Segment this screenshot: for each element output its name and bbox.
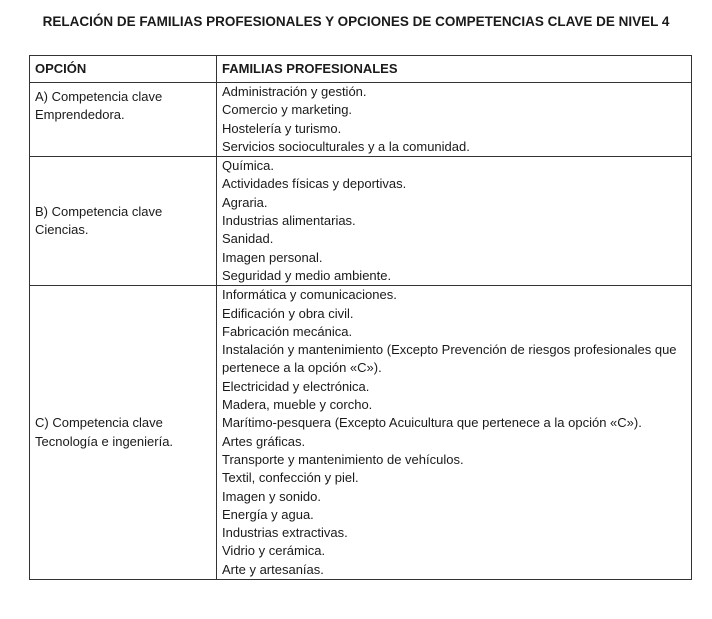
opcion-line: C) Competencia clave — [35, 415, 163, 431]
familia-item: Instalación y mantenimiento (Excepto Prevención de riesgos profesionales que pertenece a la opción «C»). — [222, 342, 677, 376]
familia-item: Agraria. — [222, 194, 268, 210]
familia-item: Marítimo-pesquera (Excepto Acuicultura que pertenece a la opción «C»). — [222, 415, 642, 431]
familia-item: Vidrio y cerámica. — [222, 543, 326, 559]
familia-item: Edificación y obra civil. — [222, 305, 354, 321]
familia-item: Industrias alimentarias. — [222, 213, 356, 229]
familia-item: Imagen y sonido. — [222, 488, 322, 504]
familia-item: Textil, confección y piel. — [222, 470, 359, 486]
familia-item: Servicios socioculturales y a la comunidad. — [222, 138, 470, 154]
familia-item: Artes gráficas. — [222, 433, 306, 449]
familia-item: Sanidad. — [222, 231, 274, 247]
opcion-line: A) Competencia clave — [35, 89, 163, 104]
table-row-a — [30, 83, 692, 157]
opcion-line: Ciencias. — [35, 222, 89, 238]
header-opcion: OPCIÓN — [30, 56, 217, 83]
header-familias: FAMILIAS PROFESIONALES — [217, 56, 692, 83]
familia-item: Transporte y mantenimiento de vehículos. — [222, 451, 464, 467]
familia-item: Informática y comunicaciones. — [222, 287, 397, 303]
opcion-cell-b — [30, 157, 217, 286]
familias-cell-b — [217, 157, 692, 286]
familias-table — [29, 55, 692, 580]
familia-item: Química. — [222, 158, 275, 174]
table-row-b — [30, 157, 692, 286]
familia-item: Electricidad y electrónica. — [222, 378, 370, 394]
familia-item: Seguridad y medio ambiente. — [222, 267, 392, 283]
familias-cell-c — [217, 286, 692, 580]
familias-cell-a — [217, 83, 692, 157]
opcion-line: B) Competencia clave — [35, 203, 163, 219]
familia-item: Hostelería y turismo. — [222, 120, 342, 136]
familia-item: Industrias extractivas. — [222, 525, 348, 541]
familia-item: Comercio y marketing. — [222, 102, 353, 118]
familia-item: Actividades físicas y deportivas. — [222, 176, 407, 192]
familia-item: Madera, mueble y corcho. — [222, 397, 373, 413]
familia-item: Energía y agua. — [222, 506, 314, 522]
document-title: RELACIÓN DE FAMILIAS PROFESIONALES Y OPCIONES DE COMPETENCIAS CLAVE DE NIVEL 4 — [42, 14, 670, 29]
table-header-row — [30, 56, 692, 83]
familia-item: Arte y artesanías. — [222, 561, 324, 577]
familia-item: Imagen personal. — [222, 249, 323, 265]
opcion-cell-c — [30, 286, 217, 580]
familia-item: Fabricación mecánica. — [222, 323, 353, 339]
opcion-line: Emprendedora. — [35, 107, 125, 123]
opcion-line: Tecnología e ingeniería. — [35, 433, 174, 449]
familia-item: Administración y gestión. — [222, 84, 367, 99]
opcion-cell-a — [30, 83, 217, 157]
table-row-c — [30, 286, 692, 580]
